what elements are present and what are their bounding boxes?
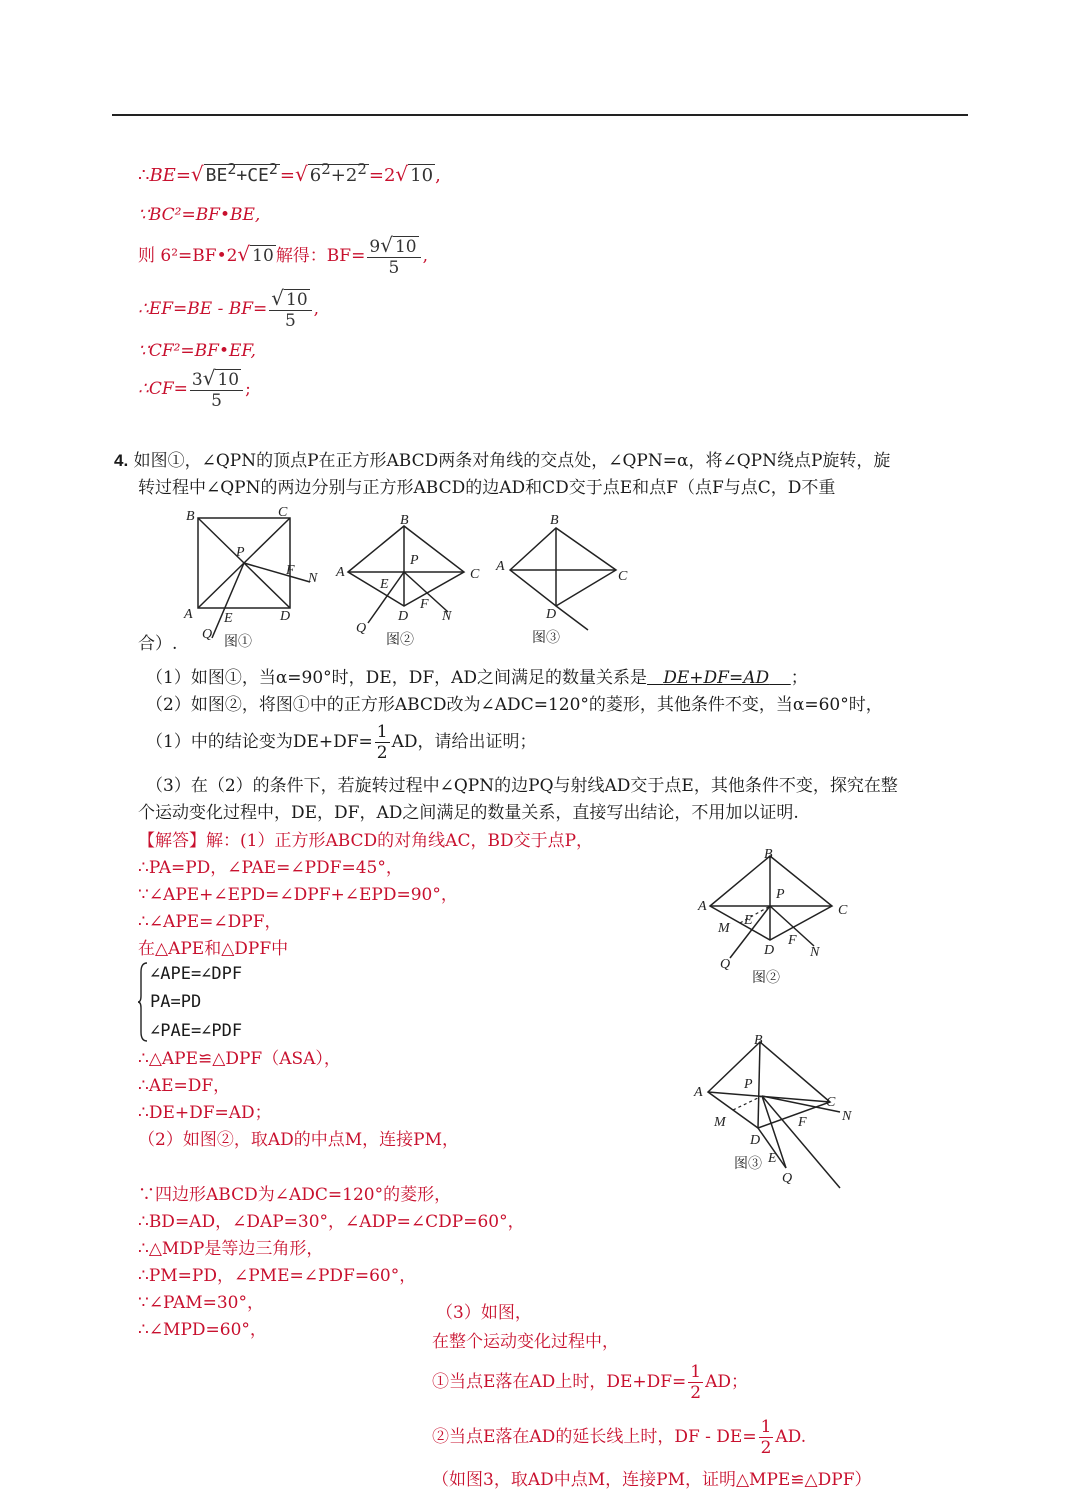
- caption-fig3: 图③: [532, 631, 560, 646]
- label-c: C: [838, 903, 848, 918]
- eq-bc: ∵BC²=BF•BE,: [138, 205, 261, 225]
- label-n: N: [442, 609, 452, 624]
- label-e: E: [744, 913, 753, 928]
- q4-line2: 转过程中∠QPN的两边分别与正方形ABCD的边AD和CD交于点E和点F（点F与点C，D不重: [138, 478, 836, 498]
- q4-line3: 合）.: [138, 634, 178, 654]
- label-e: E: [224, 611, 233, 626]
- q4-part2-a: （2）如图②，将图①中的正方形ABCD改为∠ADC=120°的菱形，其他条件不变，当α=60°时，: [146, 695, 883, 715]
- solution-line-3: ∵∠APE+∠EPD=∠DPF+∠EPD=90°，: [138, 885, 458, 905]
- caption-fig2: 图②: [386, 633, 414, 648]
- header-rule: [112, 114, 968, 116]
- eq-cf: ∴CF= $\frac{3√ 10}{5}$ ;: [138, 366, 251, 411]
- label-a: A: [184, 607, 193, 622]
- label-c: C: [278, 505, 288, 520]
- caption-fig1: 图①: [224, 635, 252, 650]
- label-n: N: [308, 571, 318, 586]
- label-e: E: [380, 577, 389, 592]
- figure-3: [492, 508, 642, 653]
- solution-line-15: ∴∠MPD=60°，: [138, 1320, 267, 1340]
- solution-line-8: ∴DE+DF=AD；: [138, 1103, 272, 1123]
- solution-figure-3: [688, 1028, 860, 1193]
- figure-2: [330, 508, 490, 653]
- label-f: F: [798, 1115, 807, 1130]
- system-eq-2: PA=PD: [150, 992, 202, 1012]
- label-d: D: [764, 943, 775, 958]
- figure-1: [178, 500, 328, 650]
- label-b: B: [400, 513, 409, 528]
- solution-line-11: ∴BD=AD，∠DAP=30°，∠ADP=∠CDP=60°，: [138, 1212, 525, 1232]
- solution-line-5: 在△APE和△DPF中: [138, 939, 289, 959]
- system-eq-1: ∠APE=∠DPF: [150, 964, 243, 984]
- label-m: M: [718, 921, 730, 936]
- part3-line-2: 在整个运动变化过程中，: [432, 1332, 619, 1352]
- label-p: P: [236, 545, 245, 560]
- label-b: B: [550, 513, 559, 528]
- label-p: P: [744, 1077, 753, 1092]
- solution-line-6: ∴△APE≌△DPF（ASA），: [138, 1049, 341, 1069]
- solution-line-12: ∴△MDP是等边三角形，: [138, 1239, 324, 1259]
- label-a: A: [496, 559, 505, 574]
- label-b: B: [754, 1033, 763, 1048]
- part3-line-4: ②当点E落在AD的延长线上时，DF - DE= $\frac{1}{2}$ AD.: [432, 1417, 807, 1458]
- label-f: F: [420, 597, 429, 612]
- eq-ef: ∴EF=BE - BF= $\frac{√ 10}{5}$ ,: [138, 286, 320, 331]
- system-eq-3: ∠PAE=∠PDF: [150, 1021, 243, 1041]
- label-n: N: [842, 1109, 852, 1124]
- label-d: D: [750, 1133, 761, 1148]
- label-q: Q: [356, 621, 367, 636]
- solution-line-14: ∵∠PAM=30°，: [138, 1293, 264, 1313]
- solution-figure-2: [690, 840, 865, 990]
- caption-fig3-solution: 图③: [734, 1157, 762, 1172]
- eq-be: ∴BE=√ $BE^2+CE^2$ =√ $6^2+2^2 =2√$ 10 ,: [138, 160, 441, 186]
- solution-line-2: ∴PA=PD，∠PAE=∠PDF=45°，: [138, 858, 403, 878]
- q4-part3-b: 个运动变化过程中，DE，DF，AD之间满足的数量关系，直接写出结论，不用加以证明.: [138, 803, 799, 823]
- label-a: A: [336, 565, 345, 580]
- part3-line-1: （3）如图，: [436, 1303, 532, 1323]
- solution-line-13: ∴PM=PD，∠PME=∠PDF=60°，: [138, 1266, 417, 1286]
- label-a: A: [694, 1085, 703, 1100]
- solution-line-4: ∴∠APE=∠DPF，: [138, 912, 282, 932]
- label-b: B: [764, 847, 773, 862]
- q4-line1: 4. 如图①，∠QPN的顶点P在正方形ABCD两条对角线的交点处，∠QPN=α，将∠QPN绕点P旋转，旋: [114, 451, 891, 471]
- solution-line-9: （2）如图②，取AD的中点M，连接PM，: [138, 1130, 459, 1150]
- label-p: P: [776, 887, 785, 902]
- label-e: E: [768, 1151, 777, 1166]
- label-c: C: [470, 567, 480, 582]
- solution-line-7: ∴AE=DF，: [138, 1076, 231, 1096]
- q4-part2-b: （1）中的结论变为DE+DF= $\frac{1}{2}$ AD，请给出证明；: [146, 722, 537, 763]
- system-brace: [138, 962, 148, 1042]
- label-n: N: [810, 945, 820, 960]
- label-q: Q: [782, 1171, 793, 1186]
- label-a: A: [698, 899, 707, 914]
- caption-fig2-solution: 图②: [752, 971, 780, 986]
- label-m: M: [714, 1115, 726, 1130]
- label-q: Q: [202, 627, 213, 642]
- eq-cf-sq: ∵CF²=BF•EF,: [138, 341, 256, 361]
- solution-line-10: ∵四边形ABCD为∠ADC=120°的菱形，: [138, 1185, 452, 1205]
- eq-bf: 则 6²=BF•2√ 10 解得：BF= $\frac{9√ 10}{5}$ ,: [138, 233, 428, 278]
- label-d: D: [546, 607, 557, 622]
- q4-part1: （1）如图①，当α=90°时，DE，DF，AD之间满足的数量关系是 DE+DF=AD ；: [146, 668, 808, 688]
- label-d: D: [280, 609, 291, 624]
- label-p: P: [410, 553, 419, 568]
- part3-line-5: （如图3，取AD中点M，连接PM，证明△MPE≌△DPF）: [432, 1470, 872, 1490]
- label-c: C: [618, 569, 628, 584]
- part3-line-3: ①当点E落在AD上时，DE+DF= $\frac{1}{2}$ AD；: [432, 1362, 749, 1403]
- label-q: Q: [720, 957, 731, 972]
- q4-part3-a: （3）在（2）的条件下，若旋转过程中∠QPN的边PQ与射线AD交于点E，其他条件不变，探究在整: [146, 776, 898, 796]
- label-f: F: [788, 933, 797, 948]
- label-d: D: [398, 609, 409, 624]
- label-f: F: [286, 563, 295, 578]
- solution-line-1: 【解答】解：(1）正方形ABCD的对角线AC，BD交于点P，: [138, 831, 594, 851]
- label-b: B: [186, 509, 195, 524]
- label-c: C: [826, 1095, 836, 1110]
